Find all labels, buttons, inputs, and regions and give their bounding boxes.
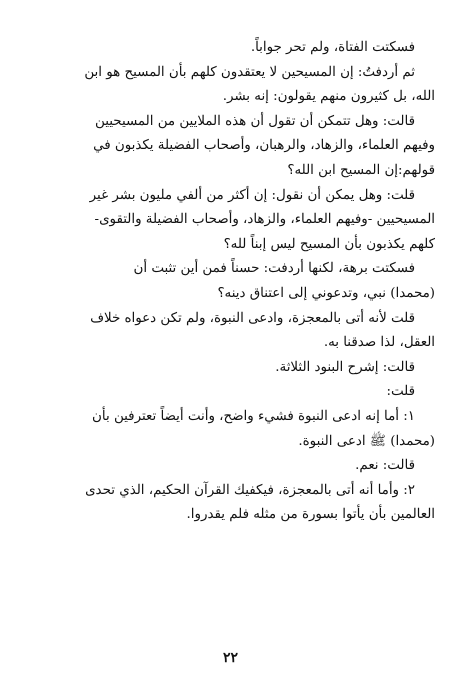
text-line: (محمدا) نبي، وتدعوني إلى اعتناق دينه؟ bbox=[217, 285, 435, 301]
text-line: ثم أردفتُ: إن المسيحين لا يعتقدون كلهم بأن المسيح هو ابن bbox=[84, 64, 415, 80]
text-line: العقل، لذا صدقنا به. bbox=[323, 335, 435, 351]
text-line: (محمدا) ﷺ ادعى النبوة. bbox=[298, 433, 435, 449]
text-line: فسكتت برهة، لكنها أردفت: حسناً فمن أين تثبت أن bbox=[133, 261, 415, 277]
text-line: قالت: إشرح البنود الثلاثة. bbox=[275, 359, 415, 375]
text-line: فسكتت الفتاة، ولم تحر جواباً. bbox=[250, 40, 415, 55]
text-line: قلت: وهل يمكن أن نقول: إن أكثر من ألفي مليون بشر غير bbox=[89, 187, 415, 203]
text-line: قلت: bbox=[386, 384, 415, 400]
text-line: ١: أما إنه ادعى النبوة فشيء واضح، وأنت أيضاً تعترفين بأن bbox=[92, 408, 415, 424]
text-line: المسيحيين -وفيهم العلماء، والزهاد، وأصحاب الفضيلة والتقوى- bbox=[94, 212, 435, 228]
text-line: ٢: وأما أنه أتى بالمعجزة، فيكفيك القرآن الحكيم، الذي تحدى bbox=[85, 482, 415, 498]
text-line: الله، بل كثيرون منهم يقولون: إنه بشر. bbox=[222, 89, 435, 105]
text-line: وفيهم العلماء، والزهاد، والرهبان، وأصحاب الفضيلة يكذبون في bbox=[93, 138, 435, 154]
text-line: قلت لأنه أتى بالمعجزة، وادعى النبوة، ولم تكن دعواه خلاف bbox=[90, 310, 415, 326]
text-line: كلهم يكذبون بأن المسيح ليس إبناً لله؟ bbox=[223, 236, 435, 252]
text-line: قالت: وهل تتمكن أن تقول أن هذه الملايين من المسيحيين bbox=[95, 113, 415, 129]
page-body-text bbox=[40, 36, 435, 528]
page-number: ٢٢ bbox=[222, 650, 239, 666]
text-line: العالمين بأن يأتوا بسورة من مثله فلم يقدروا. bbox=[186, 507, 435, 523]
text-line: قولهم:إن المسيح ابن الله؟ bbox=[287, 162, 435, 178]
text-line: قالت: نعم. bbox=[355, 458, 415, 474]
